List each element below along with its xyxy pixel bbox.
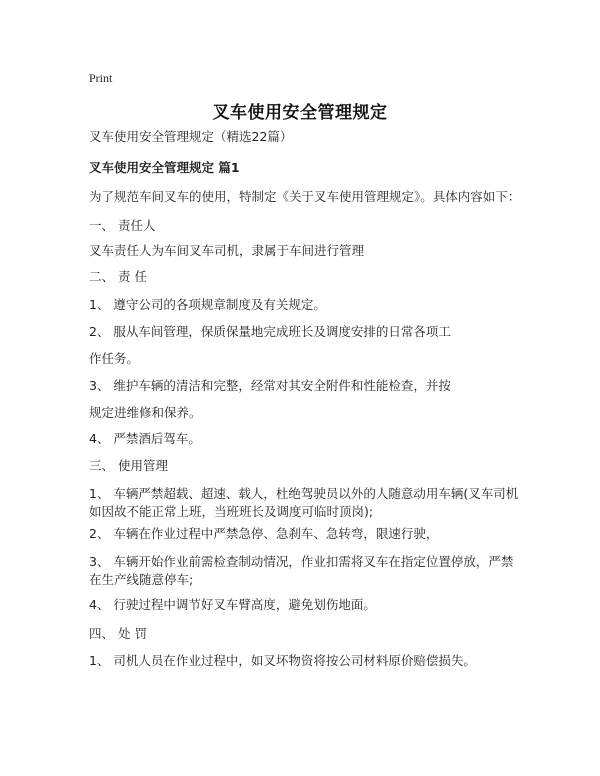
part3-item-2: 2、 车辆在作业过程中严禁急停、急刹车、急转弯，限速行驶， [89,526,439,541]
part1-text: 叉车责任人为车间叉车司机，隶属于车间进行管理 [89,243,365,258]
page-title: 叉车使用安全管理规定 [212,103,388,123]
part2-item-2-cont: 作任务。 [89,351,140,366]
part2-item-2: 2、 服从车间管理，保质保量地完成班长及调度安排的日常各项工 [89,324,451,339]
part2-item-1: 1、 遵守公司的各项规章制度及有关规定。 [89,297,326,312]
part3-title: 三、 使用管理 [89,458,168,473]
print-label: Print [89,71,113,85]
part2-item-3-cont: 规定进维修和保养。 [89,405,202,420]
part4-item-1: 1、 司机人员在作业过程中，如叉坏物资将按公司材料原价赔偿损失。 [89,653,476,668]
part3-item-1: 1、 车辆严禁超载、超速、载人，杜绝驾驶员以外的人随意动用车辆(叉车司机如因故不能正常上班，当班班长及调度可临时顶岗); [89,486,519,519]
part1-title: 一、 责任人 [89,218,156,233]
part3-item-3: 3、 车辆开始作业前需检查制动情况，作业扣需将叉车在指定位置停放，严禁在生产线随意停车; [89,554,514,587]
part2-item-3: 3、 维护车辆的清洁和完整，经常对其安全附件和性能检查，并按 [89,378,451,393]
document-subtitle: 叉车使用安全管理规定（精选22篇） [89,129,293,144]
part2-item-4: 4、 严禁酒后驾车。 [89,431,201,446]
part2-title: 二、 责 任 [89,269,147,284]
part3-item-4: 4、 行驶过程中调节好叉车臂高度，避免划伤地面。 [89,597,376,612]
part4-title: 四、 处 罚 [89,626,147,641]
intro-paragraph: 为了规范车间叉车的使用，特制定《关于叉车使用管理规定》。具体内容如下： [89,189,521,204]
section-heading: 叉车使用安全管理规定 篇1 [89,160,240,175]
